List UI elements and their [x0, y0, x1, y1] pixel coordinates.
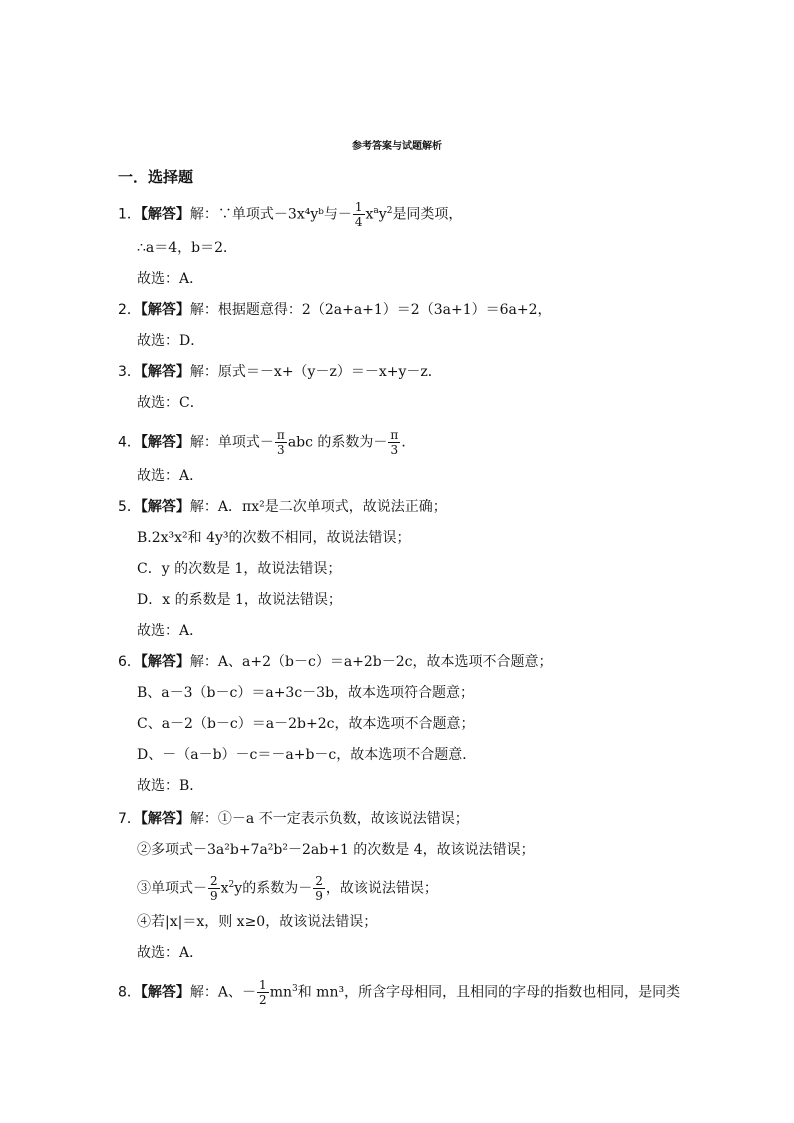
answer-6-line-1: 6．【解答】解：A、a+2（b－c）＝a+2b－2c，故本选项不合题意；	[118, 654, 553, 670]
answer-2-choice: 故选：D．	[137, 333, 205, 349]
fraction: $\frac{\pi}{3}$	[390, 428, 399, 457]
answer-5-line-3: C．y 的次数是 1，故说法错误；	[137, 561, 342, 577]
answer-3-line-1: 3．【解答】解：原式＝－x+（y－z）＝－x+y－z．	[118, 364, 442, 380]
answer-1-line-1: 1．【解答】解：∵单项式－3x⁴yᵇ与－ $\frac{1}{4}$ $x^ay^2$是同类项，	[118, 200, 463, 229]
answer-6-line-3: C、a－2（b－c）＝a－2b+2c，故本选项不合题意；	[137, 716, 475, 732]
answer-2-line-1: 2．【解答】解：根据题意得：2（2a+a+1）＝2（3a+1）＝6a+2，	[118, 302, 552, 318]
section-heading: 一．选择题	[118, 168, 194, 186]
answer-7-line-2: ②多项式－3a²b+7a²b²－2ab+1 的次数是 4，故该说法错误；	[137, 842, 535, 858]
answer-7-line-1: 7．【解答】解：①－a 不一定表示负数，故该说法错误；	[118, 811, 469, 827]
fraction: $\frac{2}{9}$	[210, 874, 218, 903]
answer-5-line-4: D．x 的系数是 1，故说法错误；	[137, 592, 342, 608]
answer-4-choice: 故选：A．	[137, 468, 204, 484]
fraction: $\frac{1}{4}$	[354, 200, 363, 229]
answer-6-line-2: B、a－3（b－c）＝a+3c－3b，故本选项符合题意；	[137, 685, 475, 701]
answer-6-line-4: D、－（a－b）－c＝－a+b－c，故本选项不合题意．	[137, 747, 477, 763]
answer-5-line-2: B.2x³x²和 4y³的次数不相同，故说法错误；	[137, 530, 411, 546]
answer-3-choice: 故选：C．	[137, 395, 204, 411]
answer-7-choice: 故选：A．	[137, 945, 204, 961]
answer-8-line-1: 8．【解答】解：A、－ $\frac{1}{2}$ $mn^3$和 mn³，所含字母相同，且相同的字母的指数也相同，是同类	[118, 978, 681, 1007]
answer-5-line-1: 5．【解答】解：A．πx²是二次单项式，故说法正确；	[118, 499, 447, 515]
answer-1-line-2: ∴a＝4，b＝2．	[137, 240, 238, 256]
fraction: $\frac{1}{2}$	[259, 978, 267, 1007]
fraction: $\frac{2}{9}$	[315, 874, 323, 903]
answer-5-choice: 故选：A．	[137, 623, 204, 639]
answer-6-choice: 故选：B．	[137, 778, 204, 794]
page-title: 参考答案与试题解析	[352, 141, 442, 152]
answer-7-line-4: ④若|x|＝x，则 x≥0，故该说法错误；	[137, 914, 378, 930]
answer-4-line-1: 4．【解答】解：单项式－ $\frac{\pi}{3}$ abc 的系数为－ $\frac{\pi}{3}$ ．	[118, 428, 416, 457]
fraction: $\frac{\pi}{3}$	[276, 428, 285, 457]
answer-7-line-3: ③单项式－ $\frac{2}{9}$ $x^2y$的系数为－ $\frac{2}{9}$ ，故该说法错误；	[137, 874, 438, 903]
answer-1-choice: 故选：A．	[137, 271, 204, 287]
